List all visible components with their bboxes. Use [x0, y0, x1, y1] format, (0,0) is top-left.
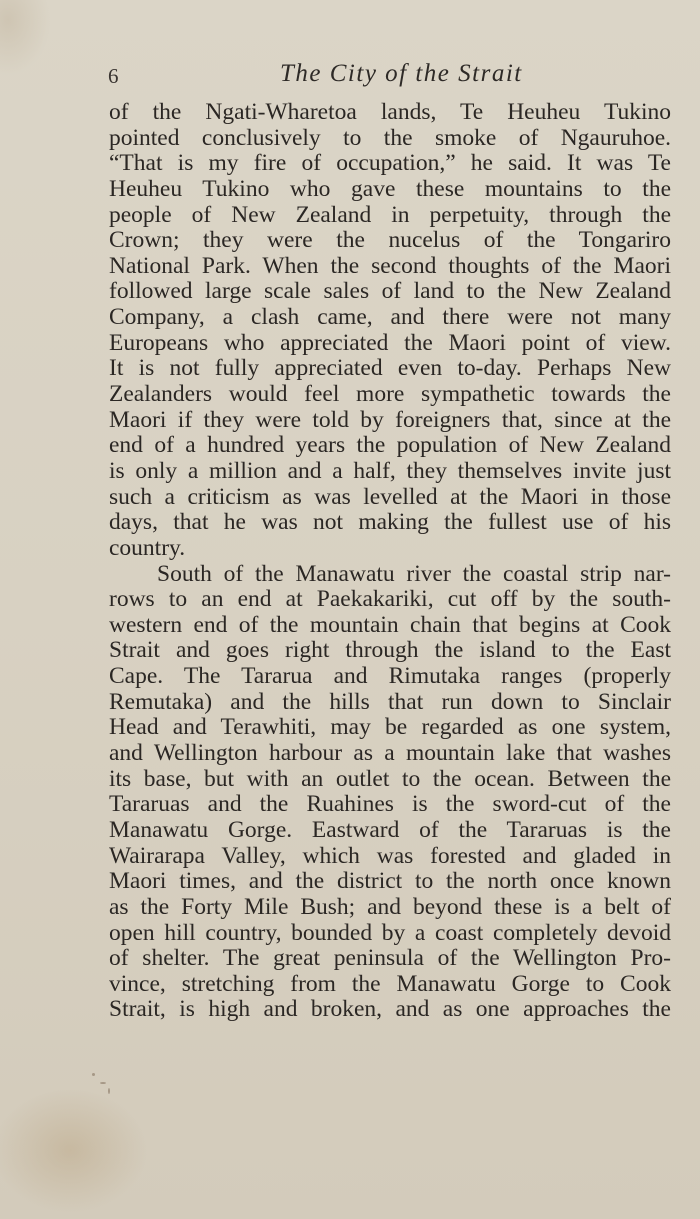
paragraph — [109, 100, 671, 562]
text-line: Company, a clash came, and there were not many — [109, 305, 671, 331]
text-line: open hill country, bounded by a coast completely devoid — [109, 920, 671, 946]
text-line: Maori if they were told by foreigners that, since at the — [109, 407, 671, 433]
text-line: Remutaka) and the hills that run down to Sinclair — [109, 689, 671, 715]
text-line: National Park. When the second thoughts of the Maori — [109, 253, 671, 279]
paragraph — [109, 562, 671, 1024]
paper-speck — [108, 1088, 110, 1094]
text-line: “That is my fire of occupation,” he said. It was Te — [109, 151, 671, 177]
text-line: Maori times, and the district to the north once known — [109, 869, 671, 895]
text-line: Manawatu Gorge. Eastward of the Tararuas is the — [109, 817, 671, 843]
body-text — [109, 100, 671, 1023]
text-line: vince, stretching from the Manawatu Gorge to Cook — [109, 971, 671, 997]
text-line: Head and Terawhiti, may be regarded as one system, — [109, 715, 671, 741]
text-line: Heuheu Tukino who gave these mountains to the — [109, 176, 671, 202]
running-title: The City of the Strait — [280, 60, 523, 87]
text-line: followed large scale sales of land to the New Zealand — [109, 279, 671, 305]
text-line: Crown; they were the nucelus of the Tongariro — [109, 228, 671, 254]
text-line: such a criticism as was levelled at the Maori in those — [109, 484, 671, 510]
paper-speck — [92, 1073, 95, 1076]
text-line: Strait and goes right through the island to the East — [109, 638, 671, 664]
text-line: is only a million and a half, they themselves invite just — [109, 458, 671, 484]
running-head — [0, 58, 700, 98]
text-line: of the Ngati-Wharetoa lands, Te Heuheu Tukino — [109, 100, 671, 125]
text-line: of shelter. The great peninsula of the Wellington Pro- — [109, 946, 671, 972]
text-line: pointed conclusively to the smoke of Ngauruhoe. — [109, 125, 671, 151]
text-line: Wairarapa Valley, which was forested and gladed in — [109, 843, 671, 869]
text-line: Tararuas and the Ruahines is the sword-cut of the — [109, 792, 671, 818]
text-line: western end of the mountain chain that begins at Cook — [109, 612, 671, 638]
text-line: its base, but with an outlet to the ocean. Between the — [109, 766, 671, 792]
text-line: country. — [109, 535, 186, 561]
text-line: Cape. The Tararua and Rimutaka ranges (properly — [109, 664, 671, 690]
paper-speck — [100, 1082, 106, 1084]
text-line: rows to an end at Paekakariki, cut off by the south- — [109, 587, 671, 613]
text-line: days, that he was not making the fullest use of his — [109, 510, 671, 536]
text-line: people of New Zealand in perpetuity, through the — [109, 202, 671, 228]
text-line: Zealanders would feel more sympathetic towards the — [109, 382, 671, 408]
text-line: Strait, is high and broken, and as one approaches the — [109, 997, 671, 1023]
text-line: South of the Manawatu river the coastal strip nar- — [157, 561, 671, 587]
text-line: as the Forty Mile Bush; and beyond these is a belt of — [109, 894, 671, 920]
text-line: Europeans who appreciated the Maori point of view. — [109, 330, 671, 356]
text-line: end of a hundred years the population of New Zealand — [109, 433, 671, 459]
text-line: and Wellington harbour as a mountain lake that washes — [109, 741, 671, 767]
text-line: It is not fully appreciated even to-day. Perhaps New — [109, 356, 671, 382]
page-number: 6 — [108, 64, 119, 88]
